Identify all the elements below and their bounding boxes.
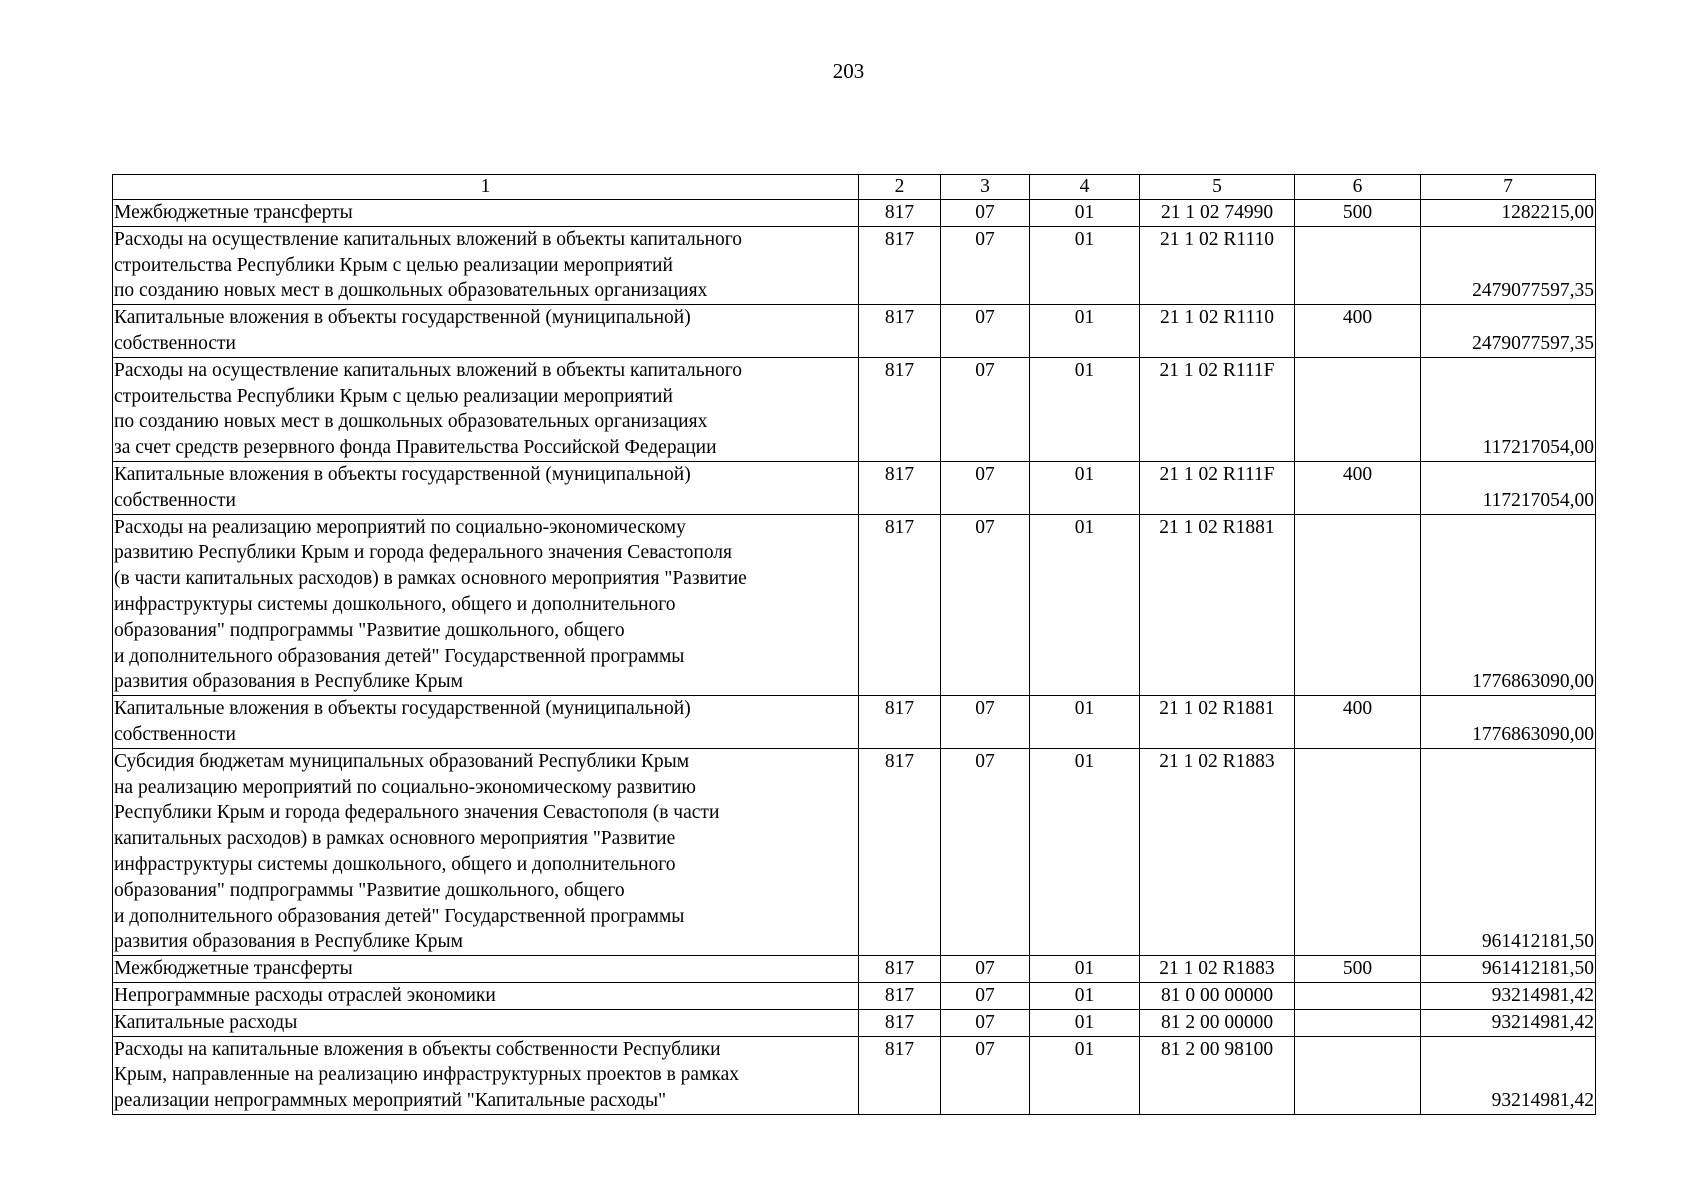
target-article-code-cell: 81 0 00 00000	[1140, 982, 1295, 1009]
section-code-cell: 07	[941, 461, 1030, 514]
target-article-code-cell: 21 1 02 R1883	[1140, 748, 1295, 955]
subsection-code-cell: 01	[1030, 1009, 1140, 1036]
ministry-code-cell: 817	[859, 748, 941, 955]
table-row	[113, 357, 1596, 461]
ministry-code-cell: 817	[859, 200, 941, 227]
target-article-code-cell: 21 1 02 R1110	[1140, 226, 1295, 304]
expense-type-code-cell: 400	[1295, 305, 1421, 358]
table-row	[113, 200, 1596, 227]
section-code-cell: 07	[941, 982, 1030, 1009]
ministry-code-cell: 817	[859, 514, 941, 696]
section-code-cell: 07	[941, 514, 1030, 696]
section-code-cell: 07	[941, 226, 1030, 304]
ministry-code-cell: 817	[859, 305, 941, 358]
amount-cell: 2479077597,35	[1421, 305, 1596, 358]
expense-name-cell: Капитальные расходы	[113, 1009, 859, 1036]
section-code-cell: 07	[941, 305, 1030, 358]
expense-name-cell: Межбюджетные трансферты	[113, 200, 859, 227]
section-code-cell: 07	[941, 1036, 1030, 1114]
subsection-code-cell: 01	[1030, 696, 1140, 749]
subsection-code-cell: 01	[1030, 514, 1140, 696]
amount-cell: 93214981,42	[1421, 982, 1596, 1009]
expense-type-code-cell: 500	[1295, 200, 1421, 227]
ministry-code-cell: 817	[859, 357, 941, 461]
table-row	[113, 461, 1596, 514]
ministry-code-cell: 817	[859, 1036, 941, 1114]
column-header: 4	[1030, 175, 1140, 200]
expense-type-code-cell	[1295, 748, 1421, 955]
column-header: 3	[941, 175, 1030, 200]
column-header: 1	[113, 175, 859, 200]
expense-type-code-cell: 400	[1295, 461, 1421, 514]
target-article-code-cell: 21 1 02 R1881	[1140, 696, 1295, 749]
expense-name-cell: Капитальные вложения в объекты государственной (муниципальной) собственности	[113, 696, 859, 749]
subsection-code-cell: 01	[1030, 357, 1140, 461]
table-row	[113, 226, 1596, 304]
target-article-code-cell: 21 1 02 R1110	[1140, 305, 1295, 358]
amount-cell: 117217054,00	[1421, 461, 1596, 514]
expense-type-code-cell	[1295, 1009, 1421, 1036]
expense-name-cell: Межбюджетные трансферты	[113, 956, 859, 983]
budget-table	[112, 174, 1596, 1115]
amount-cell: 961412181,50	[1421, 956, 1596, 983]
amount-cell: 1776863090,00	[1421, 696, 1596, 749]
amount-cell: 961412181,50	[1421, 748, 1596, 955]
ministry-code-cell: 817	[859, 226, 941, 304]
subsection-code-cell: 01	[1030, 200, 1140, 227]
expense-type-code-cell	[1295, 982, 1421, 1009]
section-code-cell: 07	[941, 748, 1030, 955]
column-header: 2	[859, 175, 941, 200]
table-row	[113, 305, 1596, 358]
ministry-code-cell: 817	[859, 461, 941, 514]
subsection-code-cell: 01	[1030, 748, 1140, 955]
table-row	[113, 696, 1596, 749]
subsection-code-cell: 01	[1030, 226, 1140, 304]
amount-cell: 2479077597,35	[1421, 226, 1596, 304]
expense-type-code-cell: 500	[1295, 956, 1421, 983]
amount-cell: 1282215,00	[1421, 200, 1596, 227]
expense-name-cell: Расходы на осуществление капитальных вложений в объекты капитального строительства Республики Крым с целью реализации мероприятий по созданию новых мест в дошкольных образовательных организациях	[113, 226, 859, 304]
expense-name-cell: Капитальные вложения в объекты государственной (муниципальной) собственности	[113, 305, 859, 358]
section-code-cell: 07	[941, 357, 1030, 461]
amount-cell: 93214981,42	[1421, 1009, 1596, 1036]
expense-type-code-cell	[1295, 357, 1421, 461]
target-article-code-cell: 21 1 02 74990	[1140, 200, 1295, 227]
subsection-code-cell: 01	[1030, 305, 1140, 358]
table-row	[113, 1009, 1596, 1036]
table-row	[113, 956, 1596, 983]
column-header: 5	[1140, 175, 1295, 200]
expense-name-cell: Субсидия бюджетам муниципальных образований Республики Крым на реализацию мероприятий по социально-экономическому развитию Республики Крым и города федерального значения Севастополя (в части капитальных расходов) в рамках основного мероприятия "Развитие инфраструктуры системы дошкольного, общего и дополнительного образования" подпрограммы "Развитие дошкольного, общего и дополнительного образования детей" Государственной программы развития образования в Республике Крым	[113, 748, 859, 955]
amount-cell: 117217054,00	[1421, 357, 1596, 461]
section-code-cell: 07	[941, 1009, 1030, 1036]
table-row	[113, 982, 1596, 1009]
target-article-code-cell: 21 1 02 R1881	[1140, 514, 1295, 696]
column-header: 7	[1421, 175, 1596, 200]
expense-name-cell: Расходы на реализацию мероприятий по социально-экономическому развитию Республики Крым и города федерального значения Севастополя (в части капитальных расходов) в рамках основного мероприятия "Развитие инфраструктуры системы дошкольного, общего и дополнительного образования" подпрограммы "Развитие дошкольного, общего и дополнительного образования детей" Государственной программы развития образования в Республике Крым	[113, 514, 859, 696]
expense-type-code-cell	[1295, 1036, 1421, 1114]
expense-type-code-cell	[1295, 514, 1421, 696]
subsection-code-cell: 01	[1030, 982, 1140, 1009]
page-number: 203	[832, 59, 865, 83]
table-header-row	[113, 175, 1596, 200]
target-article-code-cell: 21 1 02 R1883	[1140, 956, 1295, 983]
section-code-cell: 07	[941, 956, 1030, 983]
subsection-code-cell: 01	[1030, 956, 1140, 983]
ministry-code-cell: 817	[859, 1009, 941, 1036]
target-article-code-cell: 81 2 00 00000	[1140, 1009, 1295, 1036]
target-article-code-cell: 21 1 02 R111F	[1140, 461, 1295, 514]
expense-type-code-cell: 400	[1295, 696, 1421, 749]
ministry-code-cell: 817	[859, 982, 941, 1009]
subsection-code-cell: 01	[1030, 1036, 1140, 1114]
target-article-code-cell: 81 2 00 98100	[1140, 1036, 1295, 1114]
expense-name-cell: Расходы на осуществление капитальных вложений в объекты капитального строительства Республики Крым с целью реализации мероприятий по созданию новых мест в дошкольных образовательных организациях за счет средств резервного фонда Правительства Российской Федерации	[113, 357, 859, 461]
column-header: 6	[1295, 175, 1421, 200]
ministry-code-cell: 817	[859, 696, 941, 749]
amount-cell: 93214981,42	[1421, 1036, 1596, 1114]
table-row	[113, 1036, 1596, 1114]
table-row	[113, 748, 1596, 955]
subsection-code-cell: 01	[1030, 461, 1140, 514]
expense-name-cell: Капитальные вложения в объекты государственной (муниципальной) собственности	[113, 461, 859, 514]
expense-name-cell: Расходы на капитальные вложения в объекты собственности Республики Крым, направленные на реализацию инфраструктурных проектов в рамках реализации непрограммных мероприятий "Капитальные расходы"	[113, 1036, 859, 1114]
expense-name-cell: Непрограммные расходы отраслей экономики	[113, 982, 859, 1009]
table-row	[113, 514, 1596, 696]
section-code-cell: 07	[941, 200, 1030, 227]
amount-cell: 1776863090,00	[1421, 514, 1596, 696]
target-article-code-cell: 21 1 02 R111F	[1140, 357, 1295, 461]
expense-type-code-cell	[1295, 226, 1421, 304]
section-code-cell: 07	[941, 696, 1030, 749]
ministry-code-cell: 817	[859, 956, 941, 983]
